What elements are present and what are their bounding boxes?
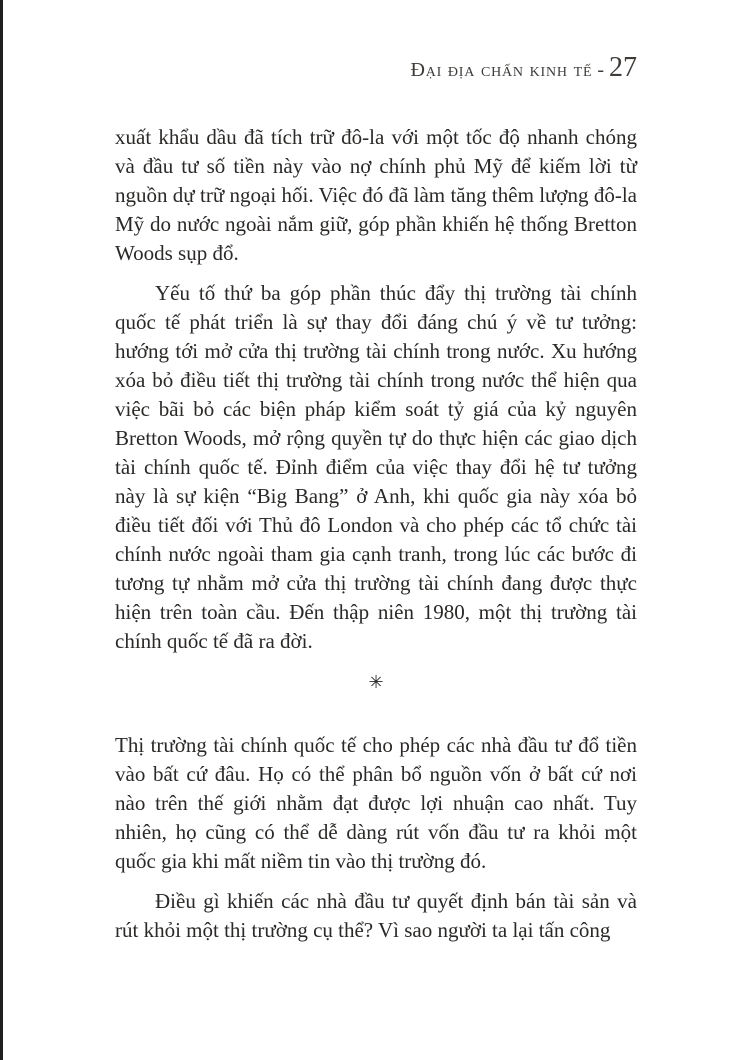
header-separator: - bbox=[592, 59, 609, 81]
paragraph: Điều gì khiến các nhà đầu tư quyết định bán tài sản và rút khỏi một thị trường cụ thể? Vì sao người ta lại tấn công bbox=[115, 889, 637, 942]
paragraph: Thị trường tài chính quốc tế cho phép các nhà đầu tư đổ tiền vào bất cứ đâu. Họ có thể phân bổ nguồn vốn ở bất cứ nơi nào trên thế giới nhằm đạt được lợi nhuận cao nhất. Tuy nhiên, họ cũng có thể dễ dàng rút vốn đầu tư ra khỏi một quốc gia khi mất niềm tin vào thị trường đó. bbox=[115, 733, 637, 873]
page-body bbox=[115, 123, 637, 956]
page-left-edge-line bbox=[0, 0, 3, 1060]
running-title: Đại địa chấn kinh tế bbox=[410, 59, 593, 81]
paragraph: Yếu tố thứ ba góp phần thúc đẩy thị trường tài chính quốc tế phát triển là sự thay đổi đáng chú ý về tư tưởng: hướng tới mở cửa thị trường tài chính trong nước. Xu hướng xóa bỏ điều tiết thị trường tài chính trong nước thể hiện qua việc bãi bỏ các biện pháp kiểm soát tỷ giá của kỷ nguyên Bretton Woods, mở rộng quyền tự do thực hiện các giao dịch tài chính quốc tế. Đỉnh điểm của việc thay đổi hệ tư tưởng này là sự kiện “Big Bang” ở Anh, khi quốc gia này xóa bỏ điều tiết đối với Thủ đô London và cho phép các tổ chức tài chính nước ngoài tham gia cạnh tranh, trong lúc các bước đi tương tự nhằm mở cửa thị trường tài chính đang được thực hiện trên toàn cầu. Đến thập niên 1980, một thị trường tài chính quốc tế đã ra đời. bbox=[115, 281, 637, 653]
paragraph: xuất khẩu dầu đã tích trữ đô-la với một tốc độ nhanh chóng và đầu tư số tiền này vào nợ chính phủ Mỹ để kiếm lời từ nguồn dự trữ ngoại hối. Việc đó đã làm tăng thêm lượng đô-la Mỹ do nước ngoài nắm giữ, góp phần khiến hệ thống Bretton Woods sụp đổ. bbox=[115, 125, 637, 265]
running-header bbox=[115, 52, 637, 84]
section-divider-asterisk: ✳ bbox=[368, 672, 384, 692]
page-number: 27 bbox=[609, 52, 637, 83]
